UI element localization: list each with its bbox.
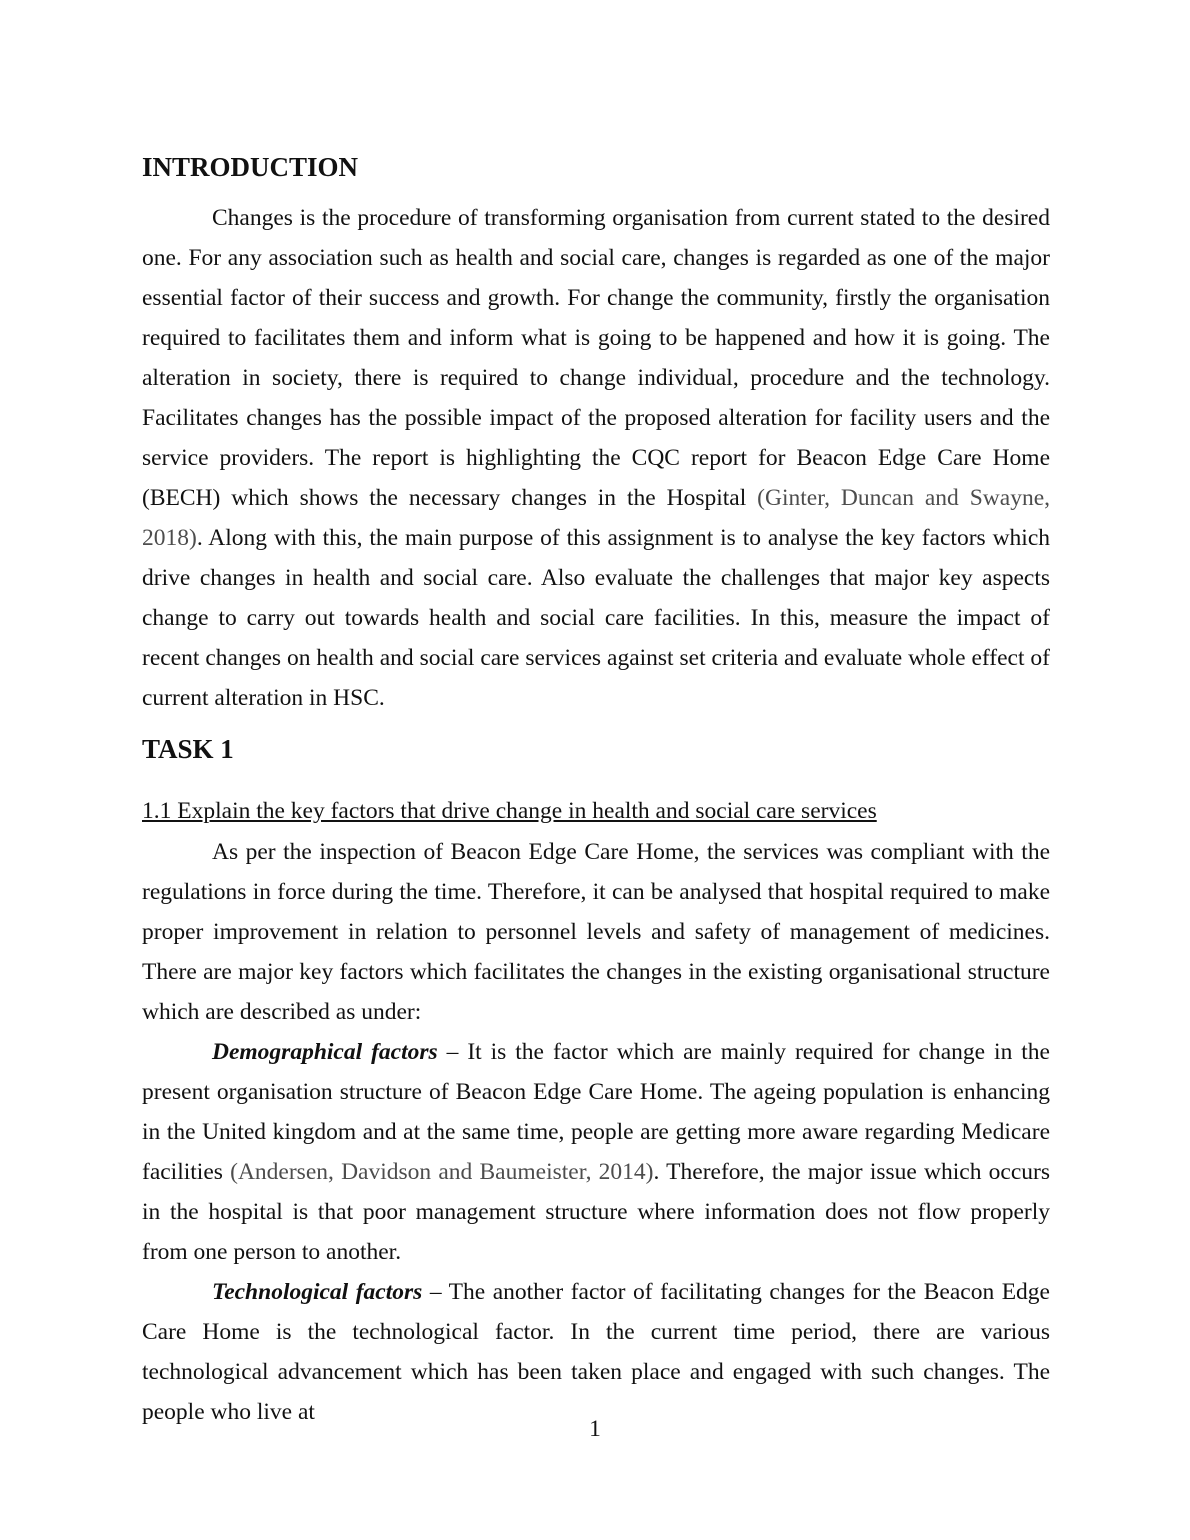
paragraph-text: Changes is the procedure of transforming organisation from current stated to the desired one. For any association such as health and social care, changes is regarded as one of the major essential factor of their success and growth. For change the community, firstly the organisation required to facilitates them and inform what is going to be happened and how it is going. The alteration in society, there is required to change individual, procedure and the technology. Facilitates changes has the possible impact of the proposed alteration for facility users and the service providers. The report is highlighting the CQC report for Beacon Edge Care Home (BECH) which shows the necessary changes in the Hospital bbox=[142, 205, 1050, 511]
task1-heading: TASK 1 bbox=[142, 734, 234, 764]
citation-andersen: (Andersen, Davidson and Baumeister, 2014) bbox=[230, 1159, 654, 1185]
introduction-paragraph bbox=[142, 198, 1050, 718]
paragraph-text: . Along with this, the main purpose of this assignment is to analyse the key factors which drive changes in health and social care. Also evaluate the challenges that major key aspects change to carry out towards health and social care facilities. In this, measure the impact of recent changes on health and social care services against set criteria and evaluate whole effect of current alteration in HSC. bbox=[142, 525, 1050, 711]
inspection-paragraph: As per the inspection of Beacon Edge Care Home, the services was compliant with the regulations in force during the time. Therefore, it can be analysed that hospital required to make proper improvement in relation to personnel levels and safety of management of medicines. There are major key factors which facilitates the changes in the existing organisational structure which are described as under: bbox=[142, 839, 1050, 1025]
citation-ginter: (Ginter, Duncan and Swayne, 2018) bbox=[142, 485, 1050, 551]
technological-paragraph bbox=[142, 1272, 1050, 1432]
paragraph-text: – The another factor of facilitating changes for the Beacon Edge Care Home is the technological factor. In the current time period, there are various technological advancement which has been taken place and engaged with such changes. The people who live at bbox=[142, 1279, 1050, 1425]
demographical-lead: Demographical factors bbox=[212, 1039, 438, 1065]
introduction-heading: INTRODUCTION bbox=[142, 152, 359, 182]
page-number: 1 bbox=[589, 1416, 601, 1442]
technological-lead: Technological factors bbox=[212, 1279, 423, 1305]
demographical-paragraph bbox=[142, 1032, 1050, 1272]
section-1-1-heading: 1.1 Explain the key factors that drive change in health and social care services bbox=[142, 798, 877, 824]
document-content bbox=[142, 150, 1050, 1432]
paragraph-text: – It is the factor which are mainly required for change in the present organisation structure of Beacon Edge Care Home. The ageing population is enhancing in the United kingdom and at the same time, people are getting more aware regarding Medicare facilities bbox=[142, 1039, 1050, 1185]
paragraph-text: . Therefore, the major issue which occurs in the hospital is that poor management structure where information does not flow properly from one person to another. bbox=[142, 1159, 1051, 1265]
